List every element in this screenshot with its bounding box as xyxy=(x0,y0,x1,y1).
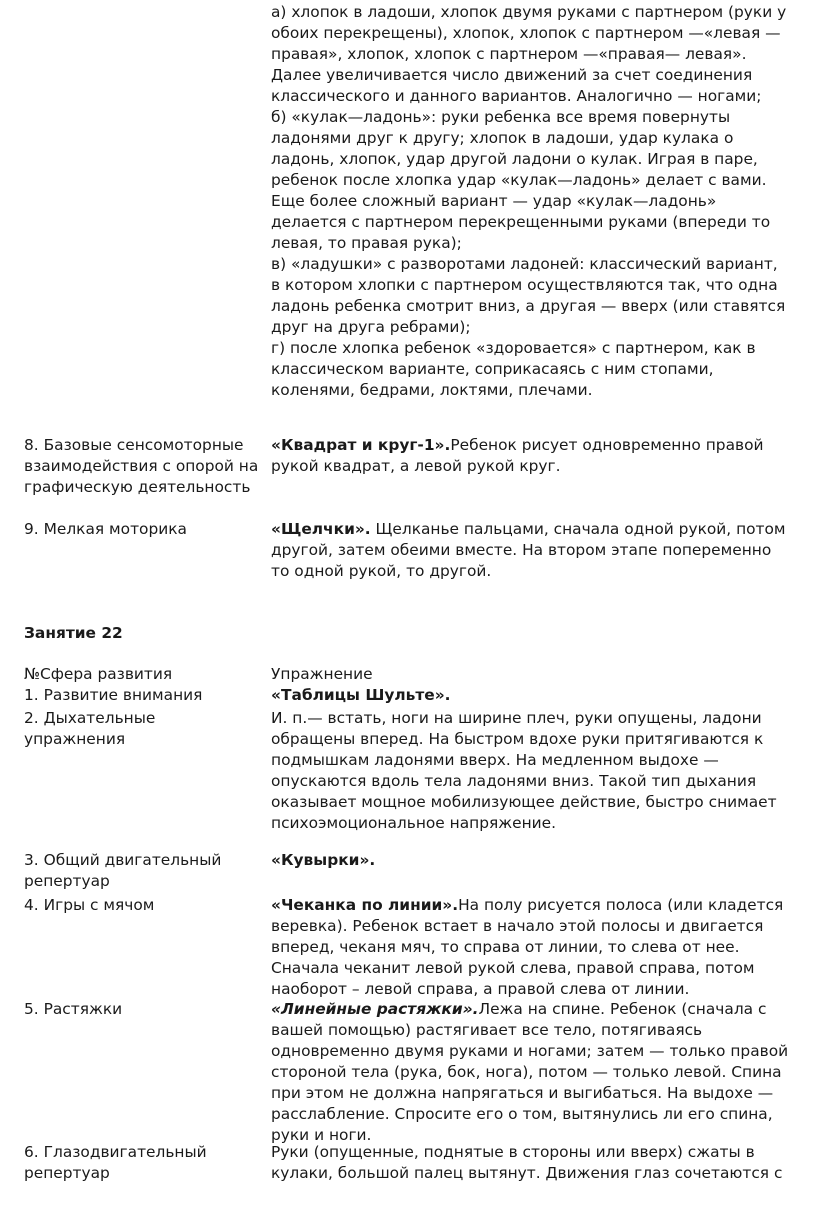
exercise-title: «Линейные растяжки». xyxy=(271,1000,479,1018)
table2-row-1-sphere xyxy=(24,685,260,706)
intro-item-c: в) «ладушки» с разворотами ладоней: классический вариант, в котором хлопки с партнером осуществляются так, что одна ладонь ребенка смотрит вниз, а другая — вверх (или ставятся друг на друга ребрами); xyxy=(271,255,786,336)
sphere-label: Игры с мячом xyxy=(43,896,155,914)
sphere-label: Мелкая моторика xyxy=(43,520,187,538)
table2-row-2-sphere xyxy=(24,708,260,750)
table2-row-4-exercise xyxy=(271,895,791,1000)
row-number: 8. xyxy=(24,436,39,454)
sphere-label: Дыхательные упражнения xyxy=(24,709,156,748)
table-row-9-sphere xyxy=(24,519,260,540)
table2-row-2-exercise xyxy=(271,708,791,834)
table2-header-exercise: Упражнение xyxy=(271,665,373,683)
table2-header-sphere: №Сфера развития xyxy=(24,665,173,683)
table-row-8-sphere xyxy=(24,435,260,498)
row-number: 1. xyxy=(24,686,39,704)
exercise-text: И. п.— встать, ноги на ширине плеч, руки опущены, ладони обращены вперед. На быстром вдохе руки притягиваются к подмышкам ладонями вверх. На медленном выдохе — опускаются вдоль тела ладонями вниз. Такой тип дыхания оказывает мощное мобилизующее действие, быстро снимает психоэмоциональное напряжение. xyxy=(271,709,777,832)
intro-item-a: а) хлопок в ладоши, хлопок двумя руками с партнером (руки у обоих перекрещены), хлопок, хлопок с партнером —«левая — правая», хлопок, хлопок с партнером —«правая— левая». Далее увеличивается число движений за счет соединения классического и данного вариантов. Аналогично — ногами; xyxy=(271,3,787,105)
table2-row-6-exercise xyxy=(271,1142,791,1184)
table-row-8-exercise xyxy=(271,435,791,477)
exercise-title: «Чеканка по линии». xyxy=(271,896,459,914)
table2-row-3-exercise xyxy=(271,850,791,871)
intro-text xyxy=(271,2,791,401)
exercise-title: «Щелчки». xyxy=(271,520,371,538)
sphere-label: Растяжки xyxy=(43,1000,123,1018)
exercise-text: Щелканье пальцами, сначала одной рукой, потом другой, затем обеими вместе. На втором этапе попеременно то одной рукой, то другой. xyxy=(271,520,786,580)
row-number: 6. xyxy=(24,1143,39,1161)
table2-row-4-sphere xyxy=(24,895,260,916)
table2-row-6-sphere xyxy=(24,1142,260,1184)
exercise-title: «Таблицы Шульте». xyxy=(271,686,451,704)
row-number: 4. xyxy=(24,896,39,914)
exercise-text: Ребенок рисует одновременно правой рукой квадрат, а левой рукой круг. xyxy=(271,436,764,475)
sphere-label: Общий двигательный репертуар xyxy=(24,851,222,890)
exercise-text: Лежа на спине. Ребенок (сначала с вашей помощью) растягивает все тело, потягиваясь одновременно двумя руками и ногами; затем — только правой стороной тела (рука, бок, нога), потом — только левой. Спина при этом не должна напрягаться и выгибаться. На выдохе — расслабление. Спросите его о том, вытянулись ли его спина, руки и ноги. xyxy=(271,1000,789,1144)
row-number: 3. xyxy=(24,851,39,869)
exercise-text: Руки (опущенные, поднятые в стороны или вверх) сжаты в кулаки, большой палец вытянут. Движения глаз сочетаются с xyxy=(271,1143,783,1182)
row-number: 2. xyxy=(24,709,39,727)
lesson-title: Занятие 22 xyxy=(24,624,123,642)
intro-item-b: б) «кулак—ладонь»: руки ребенка все время повернуты ладонями друг к другу; хлопок в ладоши, удар кулака о ладонь, хлопок, удар другой ладони о кулак. Играя в паре, ребенок после хлопка удар «кулак—ладонь» делает с вами. Еще более сложный вариант — удар «кулак—ладонь» делается с партнером перекрещенными руками (впереди то левая, то правая рука); xyxy=(271,108,771,252)
intro-item-d: г) после хлопка ребенок «здоровается» с партнером, как в классическом варианте, соприкасаясь с ним стопами, коленями, бедрами, локтями, плечами. xyxy=(271,339,756,399)
table-row-9-exercise xyxy=(271,519,791,582)
table2-row-5-sphere xyxy=(24,999,260,1020)
table2-row-5-exercise xyxy=(271,999,791,1146)
sphere-label: Базовые сенсомоторные взаимодействия с опорой на графическую деятельность xyxy=(24,436,259,496)
table2-row-3-sphere xyxy=(24,850,260,892)
sphere-label: Развитие внимания xyxy=(43,686,203,704)
exercise-title: «Квадрат и круг-1». xyxy=(271,436,451,454)
sphere-label: Глазодвигательный репертуар xyxy=(24,1143,207,1182)
row-number: 5. xyxy=(24,1000,39,1018)
row-number: 9. xyxy=(24,520,39,538)
exercise-title: «Кувырки». xyxy=(271,851,376,869)
exercise-text: На полу рисуется полоса (или кладется веревка). Ребенок встает в начало этой полосы и двигается вперед, чеканя мяч, то справа от линии, то слева от нее. Сначала чеканит левой рукой слева, правой справа, потом наоборот – левой справа, а правой слева от линии. xyxy=(271,896,784,998)
table2-row-1-exercise xyxy=(271,685,791,706)
